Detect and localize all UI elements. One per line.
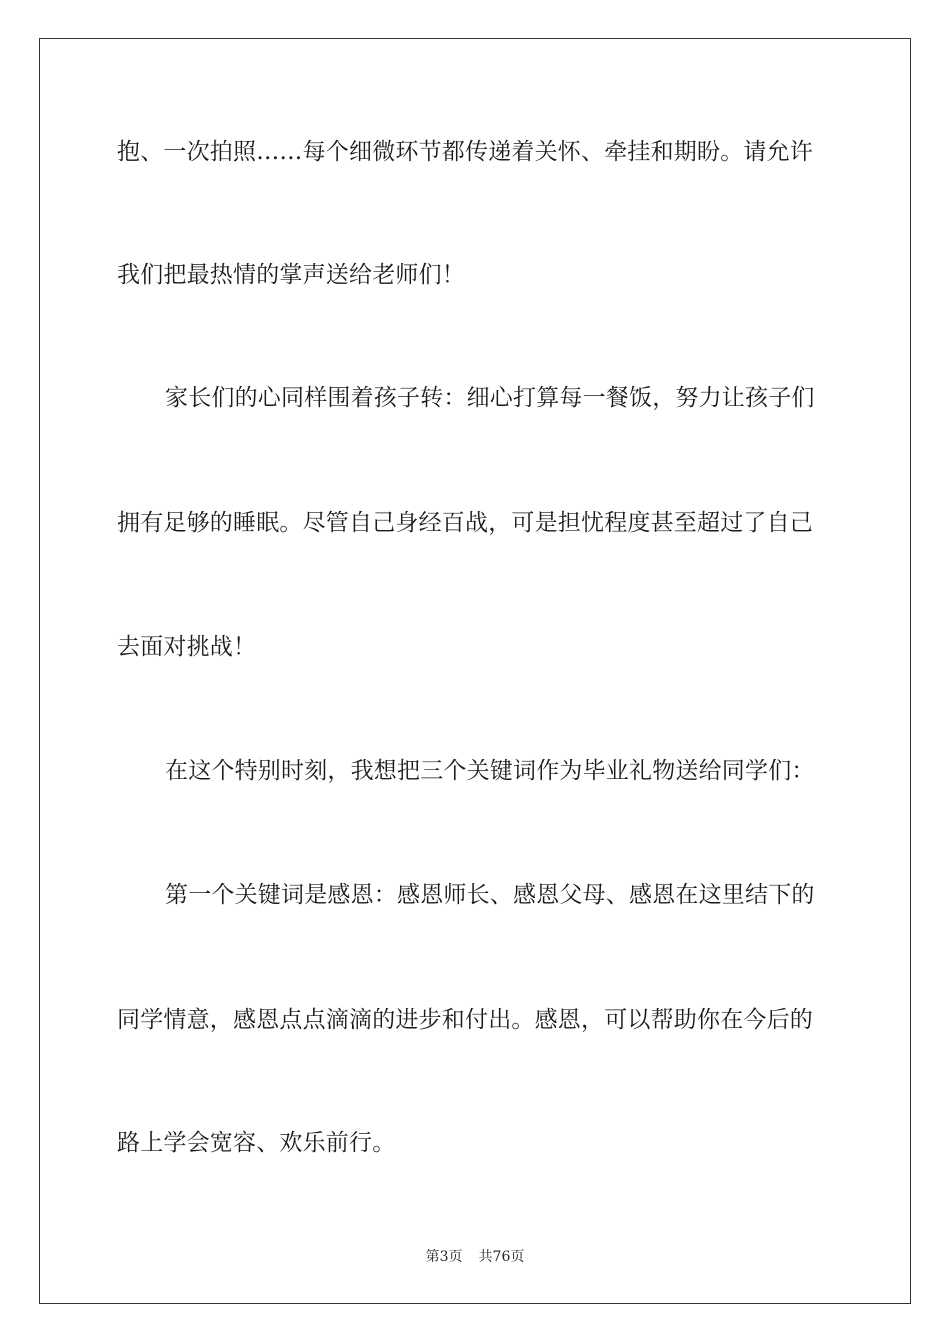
paragraph-line: 我们把最热情的掌声送给老师们！ [117, 262, 465, 288]
page-number: 第3页 [425, 1249, 463, 1265]
paragraph-line: 路上学会宽容、欢乐前行。 [117, 1130, 396, 1156]
paragraph-line: 第一个关键词是感恩：感恩师长、感恩父母、感恩在这里结下的 [165, 882, 815, 908]
paragraph-line: 家长们的心同样围着孩子转：细心打算每一餐饭，努力让孩子们 [165, 385, 815, 411]
paragraph-line: 去面对挑战！ [117, 634, 257, 660]
paragraph-line: 在这个特别时刻，我想把三个关键词作为毕业礼物送给同学们： [165, 758, 815, 784]
paragraph-line: 同学情意，感恩点点滴滴的进步和付出。感恩，可以帮助你在今后的 [117, 1007, 813, 1033]
page-total: 共76页 [478, 1249, 525, 1265]
paragraph-line: 抱、一次拍照……每个细微环节都传递着关怀、牵挂和期盼。请允许 [117, 139, 813, 165]
page-border [39, 38, 911, 1304]
paragraph-line: 拥有足够的睡眠。尽管自己身经百战，可是担忧程度甚至超过了自己 [117, 510, 813, 536]
page-footer [0, 1248, 950, 1266]
